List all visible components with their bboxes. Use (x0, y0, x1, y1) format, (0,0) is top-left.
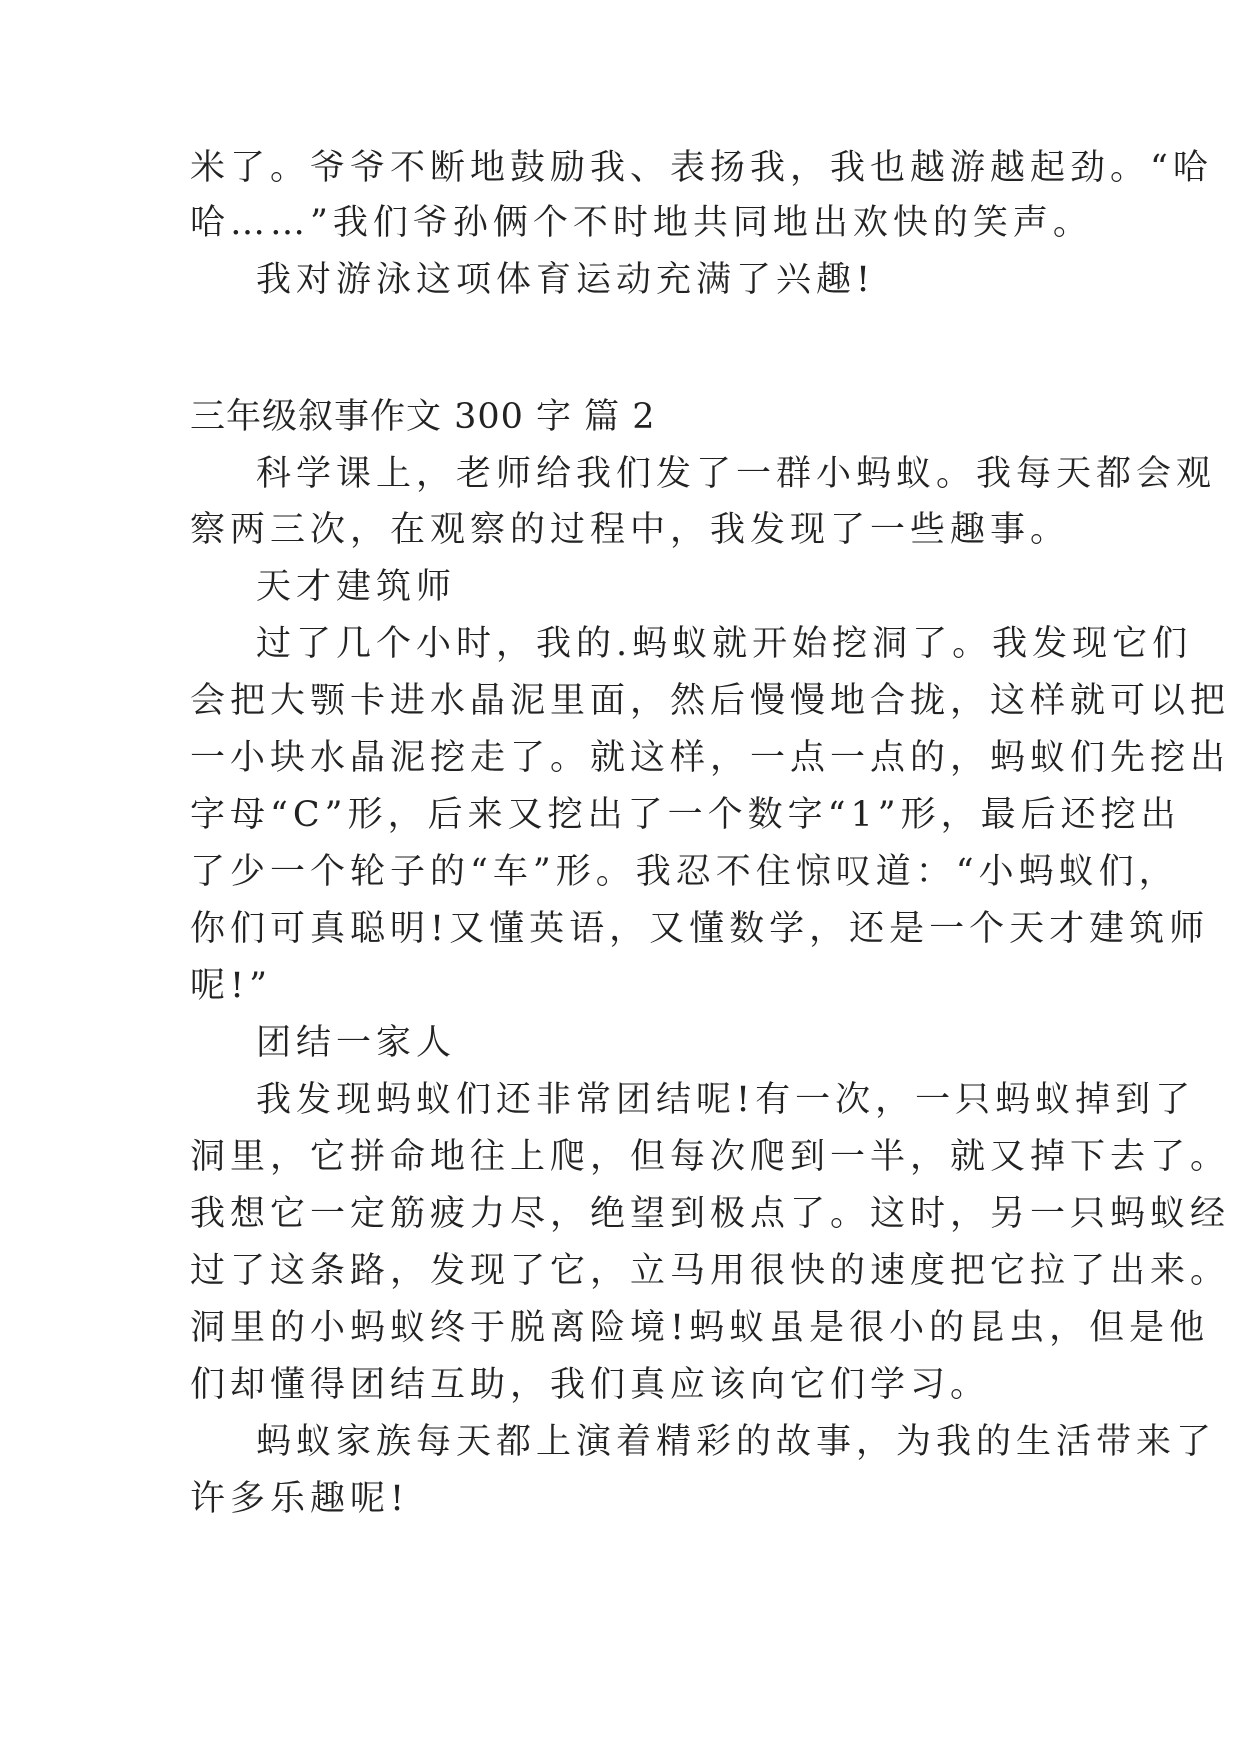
text-line: 洞里的小蚂蚁终于脱离险境!蚂蚁虽是很小的昆虫，但是他 (190, 1308, 1210, 1348)
text-line: 蚂蚁家族每天都上演着精彩的故事，为我的生活带来了 (256, 1422, 1217, 1462)
text-line: 米了。爷爷不断地鼓励我、表扬我，我也越游越起劲。“哈 (190, 148, 1213, 188)
text-line: 你们可真聪明!又懂英语，又懂数学，还是一个天才建筑师 (190, 909, 1210, 949)
subheading: 天才建筑师 (256, 567, 457, 607)
text-line: 察两三次，在观察的过程中，我发现了一些趣事。 (190, 510, 1071, 550)
text-line: 过了几个小时，我的.蚂蚁就开始挖洞了。我发现它们 (256, 624, 1193, 664)
text-line: 一小块水晶泥挖走了。就这样，一点一点的，蚂蚁们先挖出 (190, 738, 1231, 778)
text-line: 了少一个轮子的“车”形。我忍不住惊叹道：“小蚂蚁们， (190, 852, 1179, 892)
text-line: 我发现蚂蚁们还非常团结呢!有一次，一只蚂蚁掉到了 (256, 1080, 1196, 1120)
text-line: 会把大颚卡进水晶泥里面，然后慢慢地合拢，这样就可以把 (190, 681, 1231, 721)
text-line: 呢!” (190, 966, 272, 1006)
section-heading: 三年级叙事作文 300 字 篇 2 (190, 397, 656, 437)
text-line: 我对游泳这项体育运动充满了兴趣! (256, 260, 876, 300)
text-line: 们却懂得团结互助，我们真应该向它们学习。 (190, 1365, 991, 1405)
text-line: 洞里，它拼命地往上爬，但每次爬到一半，就又掉下去了。 (190, 1137, 1231, 1177)
text-line: 过了这条路，发现了它，立马用很快的速度把它拉了出来。 (190, 1251, 1231, 1291)
text-line: 科学课上，老师给我们发了一群小蚂蚁。我每天都会观 (256, 454, 1217, 494)
text-line: 许多乐趣呢! (190, 1479, 410, 1519)
subheading: 团结一家人 (256, 1023, 457, 1063)
text-line: 字母“C”形，后来又挖出了一个数字“1”形，最后还挖出 (190, 795, 1181, 835)
text-line: 哈……”我们爷孙俩个不时地共同地出欢快的笑声。 (190, 203, 1093, 243)
text-line: 我想它一定筋疲力尽，绝望到极点了。这时，另一只蚂蚁经 (190, 1194, 1231, 1234)
